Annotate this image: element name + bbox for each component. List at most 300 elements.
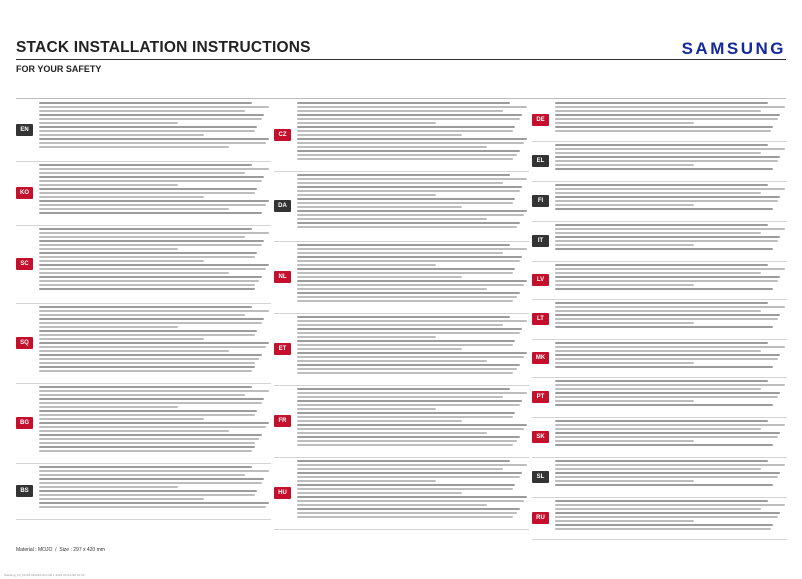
text-line: [39, 482, 262, 484]
text-line: [297, 106, 527, 108]
text-line: [555, 192, 761, 194]
text-line: [555, 228, 785, 230]
safety-text-block: [555, 380, 787, 413]
text-line: [297, 296, 517, 298]
language-section-lv: [532, 262, 787, 300]
language-section-fi: [532, 182, 787, 222]
text-line: [297, 210, 527, 212]
text-line: [39, 406, 178, 408]
language-code-badge: NL: [274, 271, 291, 283]
section-subtitle: FOR YOUR SAFETY: [16, 64, 102, 74]
text-line: [39, 506, 266, 508]
text-line: [297, 272, 513, 274]
text-line: [555, 524, 773, 526]
text-line: [297, 396, 503, 398]
language-code-badge: MK: [532, 352, 549, 364]
text-line: [297, 284, 524, 286]
text-line: [297, 194, 436, 196]
text-line: [297, 154, 517, 156]
text-line: [555, 114, 780, 116]
text-line: [297, 102, 510, 104]
text-line: [297, 244, 510, 246]
text-line: [39, 280, 259, 282]
text-line: [39, 322, 262, 324]
text-line: [555, 380, 768, 382]
text-line: [297, 292, 520, 294]
text-line: [555, 366, 773, 368]
text-line: [297, 412, 515, 414]
text-line: [555, 188, 785, 190]
language-code-badge: ET: [274, 343, 291, 355]
text-line: [39, 264, 269, 266]
text-line: [39, 410, 257, 412]
text-line: [297, 316, 510, 318]
text-line: [39, 172, 245, 174]
safety-text-block: [39, 164, 271, 221]
column-2: [274, 100, 529, 530]
text-line: [297, 516, 513, 518]
text-line: [39, 228, 252, 230]
language-section-ru: [532, 498, 787, 540]
text-line: [39, 338, 204, 340]
text-line: [297, 392, 527, 394]
text-line: [555, 152, 761, 154]
text-line: [555, 264, 768, 266]
text-line: [297, 288, 487, 290]
text-line: [39, 350, 229, 352]
text-line: [297, 508, 520, 510]
column-3: [532, 100, 787, 540]
text-line: [39, 490, 257, 492]
safety-text-block: [297, 388, 529, 453]
language-section-pt: [532, 378, 787, 418]
language-section-sc: [16, 226, 271, 304]
text-line: [39, 252, 257, 254]
text-line: [555, 392, 780, 394]
safety-text-block: [555, 460, 787, 493]
safety-text-block: [555, 342, 787, 373]
text-line: [555, 148, 785, 150]
text-line: [555, 224, 768, 226]
text-line: [297, 150, 520, 152]
language-code-badge: EL: [532, 155, 549, 167]
safety-text-block: [297, 174, 529, 237]
safety-text-block: [555, 102, 787, 137]
text-line: [297, 432, 487, 434]
text-line: [297, 400, 522, 402]
text-line: [39, 446, 255, 448]
text-line: [297, 480, 436, 482]
text-line: [39, 394, 245, 396]
text-line: [297, 280, 527, 282]
text-line: [555, 420, 768, 422]
text-line: [39, 386, 252, 388]
text-line: [39, 450, 252, 452]
text-line: [555, 284, 694, 286]
text-line: [555, 110, 761, 112]
text-line: [39, 196, 204, 198]
text-line: [39, 398, 264, 400]
text-line: [555, 404, 773, 406]
text-line: [39, 188, 257, 190]
text-line: [555, 400, 694, 402]
text-line: [297, 420, 462, 422]
text-line: [39, 142, 266, 144]
text-line: [39, 168, 269, 170]
text-line: [297, 134, 462, 136]
text-line: [39, 134, 204, 136]
text-line: [297, 320, 527, 322]
text-line: [555, 444, 773, 446]
text-line: [39, 414, 255, 416]
text-line: [39, 102, 252, 104]
text-line: [555, 484, 773, 486]
language-code-badge: HU: [274, 487, 291, 499]
text-line: [555, 244, 694, 246]
text-line: [297, 468, 503, 470]
text-line: [297, 202, 513, 204]
safety-text-block: [555, 500, 787, 535]
text-line: [555, 460, 768, 462]
text-line: [297, 158, 513, 160]
text-line: [297, 268, 515, 270]
text-line: [39, 122, 178, 124]
text-line: [39, 370, 252, 372]
text-line: [297, 476, 520, 478]
language-section-sq: [16, 304, 271, 384]
text-line: [39, 110, 245, 112]
text-line: [297, 364, 520, 366]
language-code-badge: KO: [16, 187, 33, 199]
text-line: [555, 196, 780, 198]
text-line: [39, 288, 255, 290]
text-line: [555, 160, 778, 162]
language-code-badge: IT: [532, 235, 549, 247]
text-line: [39, 418, 204, 420]
safety-text-block: [39, 466, 271, 515]
text-line: [555, 362, 694, 364]
text-line: [555, 102, 768, 104]
language-section-cz: [274, 100, 529, 172]
text-line: [555, 118, 778, 120]
language-section-et: [274, 314, 529, 386]
text-line: [39, 212, 262, 214]
text-line: [297, 226, 517, 228]
language-code-badge: SL: [532, 471, 549, 483]
text-line: [39, 164, 252, 166]
safety-text-block: [297, 316, 529, 381]
text-line: [39, 260, 204, 262]
safety-text-block: [555, 184, 787, 217]
text-line: [297, 126, 515, 128]
language-section-hu: [274, 458, 529, 530]
text-line: [297, 174, 510, 176]
safety-text-block: [39, 306, 271, 379]
language-section-bg: [16, 384, 271, 464]
text-line: [39, 366, 255, 368]
language-section-ko: [16, 162, 271, 226]
text-line: [297, 122, 436, 124]
safety-text-block: [297, 460, 529, 525]
text-line: [297, 428, 524, 430]
material-label: Material : MOJO: [16, 547, 53, 553]
text-line: [555, 428, 761, 430]
text-line: [39, 434, 262, 436]
text-line: [39, 402, 262, 404]
text-line: [297, 256, 522, 258]
text-line: [39, 310, 269, 312]
text-line: [297, 460, 510, 462]
language-section-lt: [532, 300, 787, 340]
text-line: [39, 466, 252, 468]
text-line: [555, 204, 694, 206]
text-line: [555, 318, 778, 320]
text-line: [39, 318, 264, 320]
text-line: [39, 358, 259, 360]
text-line: [297, 178, 527, 180]
language-code-badge: SK: [532, 431, 549, 443]
text-line: [555, 268, 785, 270]
text-line: [555, 358, 778, 360]
text-line: [297, 260, 520, 262]
text-line: [555, 280, 778, 282]
language-code-badge: BG: [16, 417, 33, 429]
text-line: [39, 248, 178, 250]
text-line: [297, 340, 515, 342]
text-line: [39, 272, 229, 274]
text-line: [39, 244, 262, 246]
safety-text-block: [39, 228, 271, 299]
text-line: [555, 164, 694, 166]
text-line: [555, 464, 785, 466]
text-line: [297, 252, 503, 254]
text-line: [39, 478, 264, 480]
language-section-mk: [532, 340, 787, 378]
text-line: [555, 144, 768, 146]
text-line: [39, 236, 245, 238]
text-line: [39, 276, 262, 278]
text-line: [555, 508, 761, 510]
text-line: [555, 276, 780, 278]
text-line: [39, 486, 178, 488]
text-line: [297, 436, 520, 438]
text-line: [555, 512, 780, 514]
text-line: [297, 264, 436, 266]
text-line: [297, 276, 462, 278]
text-line: [39, 314, 245, 316]
text-line: [555, 516, 778, 518]
text-line: [297, 138, 527, 140]
text-line: [555, 314, 780, 316]
text-line: [297, 214, 524, 216]
language-section-da: [274, 172, 529, 242]
text-line: [297, 444, 513, 446]
text-line: [39, 430, 229, 432]
text-line: [297, 182, 503, 184]
text-line: [39, 354, 262, 356]
text-line: [555, 326, 773, 328]
text-line: [39, 184, 178, 186]
language-code-badge: CZ: [274, 129, 291, 141]
file-info: Stacking_Kit_DC68-04003A-03.indd 1 2022-03-04 AM 10:32: [4, 573, 85, 577]
text-line: [555, 350, 761, 352]
size-label: Size : 297 x 420 mm: [59, 547, 105, 553]
language-code-badge: LV: [532, 274, 549, 286]
text-line: [555, 354, 780, 356]
text-line: [555, 342, 768, 344]
safety-text-block: [555, 224, 787, 257]
text-line: [555, 236, 780, 238]
language-section-fr: [274, 386, 529, 458]
text-line: [555, 528, 771, 530]
text-line: [297, 360, 487, 362]
language-code-badge: SC: [16, 258, 33, 270]
safety-text-block: [555, 144, 787, 177]
safety-text-block: [555, 302, 787, 335]
text-line: [297, 222, 520, 224]
text-line: [555, 288, 773, 290]
text-line: [39, 442, 255, 444]
text-line: [39, 330, 257, 332]
text-line: [39, 284, 255, 286]
text-line: [297, 356, 524, 358]
language-code-badge: RU: [532, 512, 549, 524]
safety-text-block: [297, 244, 529, 309]
text-line: [297, 372, 513, 374]
safety-text-block: [555, 420, 787, 453]
text-line: [39, 130, 255, 132]
text-line: [39, 268, 266, 270]
text-line: [297, 186, 522, 188]
text-line: [297, 352, 527, 354]
text-line: [297, 492, 462, 494]
text-line: [297, 248, 527, 250]
text-line: [297, 110, 503, 112]
text-line: [39, 126, 257, 128]
language-code-badge: LT: [532, 313, 549, 325]
language-section-el: [532, 142, 787, 182]
text-line: [297, 114, 522, 116]
language-code-badge: EN: [16, 124, 33, 136]
samsung-logo: SAMSUNG: [681, 39, 786, 58]
text-line: [39, 200, 269, 202]
text-line: [297, 324, 503, 326]
text-line: [297, 504, 487, 506]
text-line: [297, 484, 515, 486]
text-line: [555, 436, 778, 438]
text-line: [39, 138, 269, 140]
text-line: [297, 408, 436, 410]
text-line: [555, 322, 694, 324]
text-line: [555, 306, 785, 308]
text-line: [297, 130, 513, 132]
language-code-badge: DA: [274, 200, 291, 212]
text-line: [297, 512, 517, 514]
text-line: [297, 500, 524, 502]
text-line: [297, 464, 527, 466]
title-rule: [16, 59, 786, 60]
text-line: [297, 190, 520, 192]
text-line: [555, 476, 778, 478]
text-line: [297, 488, 513, 490]
text-line: [39, 474, 245, 476]
text-line: [555, 272, 761, 274]
text-line: [555, 500, 768, 502]
language-section-sk: [532, 418, 787, 458]
language-code-badge: FR: [274, 415, 291, 427]
text-line: [39, 208, 229, 210]
language-section-it: [532, 222, 787, 262]
safety-text-block: [39, 386, 271, 459]
text-line: [555, 384, 785, 386]
text-line: [555, 480, 694, 482]
text-line: [555, 248, 773, 250]
text-line: [555, 122, 694, 124]
text-line: [297, 336, 436, 338]
text-line: [297, 424, 527, 426]
text-line: [39, 176, 264, 178]
safety-text-block: [297, 102, 529, 167]
language-code-badge: SQ: [16, 337, 33, 349]
text-line: [297, 218, 487, 220]
text-line: [297, 344, 513, 346]
text-line: [555, 432, 780, 434]
text-line: [39, 306, 252, 308]
text-line: [555, 424, 785, 426]
text-line: [39, 326, 178, 328]
text-line: [39, 118, 262, 120]
text-line: [297, 332, 520, 334]
text-line: [297, 416, 513, 418]
text-line: [555, 208, 773, 210]
text-line: [555, 168, 773, 170]
section-rule: [16, 98, 786, 99]
text-line: [39, 422, 269, 424]
text-line: [39, 146, 229, 148]
text-line: [39, 362, 255, 364]
text-line: [297, 198, 515, 200]
text-line: [297, 142, 524, 144]
text-line: [39, 342, 269, 344]
text-line: [39, 240, 264, 242]
text-line: [297, 440, 517, 442]
text-line: [39, 334, 255, 336]
text-line: [555, 396, 778, 398]
column-1: [16, 100, 271, 520]
text-line: [555, 302, 768, 304]
text-line: [39, 232, 269, 234]
text-line: [555, 346, 785, 348]
text-line: [555, 472, 780, 474]
language-section-de: [532, 100, 787, 142]
footer: Material : MOJO / Size : 297 x 420 mm: [16, 547, 105, 553]
text-line: [39, 390, 269, 392]
text-line: [555, 240, 778, 242]
text-line: [39, 180, 262, 182]
text-line: [555, 130, 771, 132]
text-line: [39, 502, 269, 504]
language-code-badge: BS: [16, 485, 33, 497]
language-section-nl: [274, 242, 529, 314]
text-line: [555, 106, 785, 108]
text-line: [555, 184, 768, 186]
text-line: [555, 310, 761, 312]
text-line: [297, 404, 520, 406]
safety-text-block: [39, 102, 271, 157]
text-line: [297, 146, 487, 148]
text-line: [297, 348, 462, 350]
language-section-bs: [16, 464, 271, 520]
